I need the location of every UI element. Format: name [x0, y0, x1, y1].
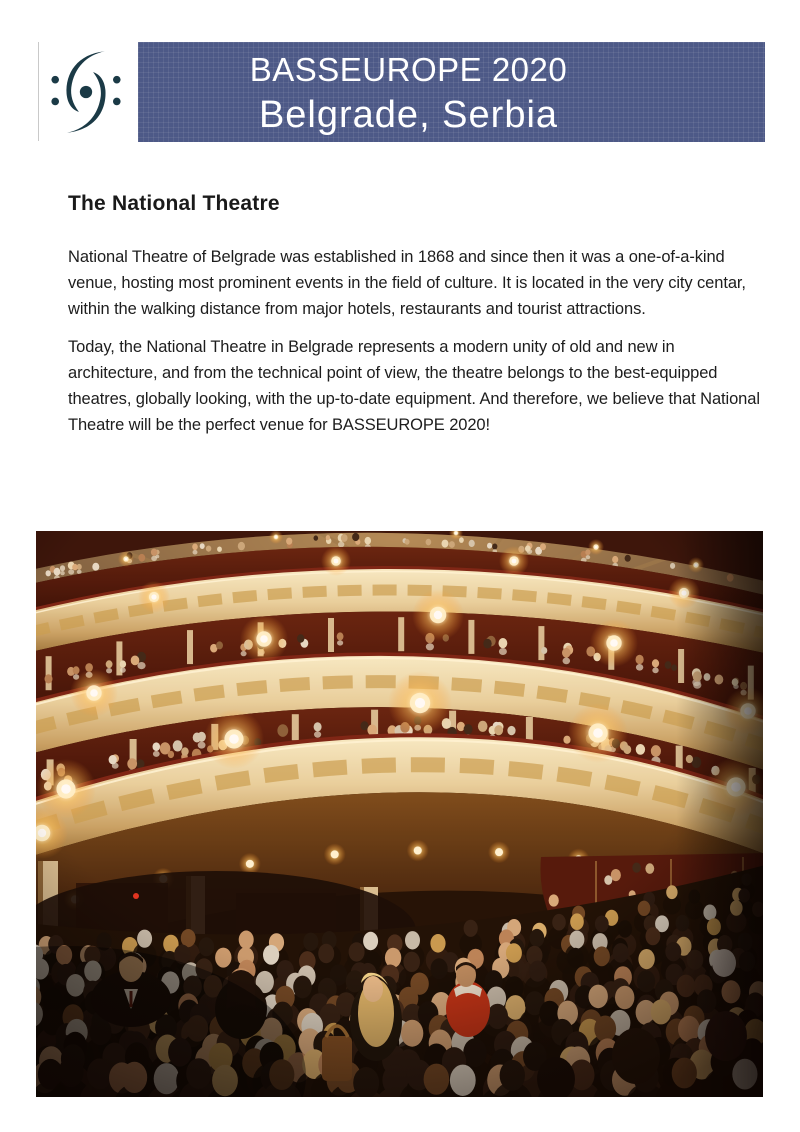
section-heading: The National Theatre [68, 192, 280, 215]
bass-clef-center-dot [80, 86, 92, 98]
left-rule-line [38, 42, 39, 141]
logo-colon-dot [113, 98, 121, 106]
logo-colon-dot [51, 76, 59, 84]
bass-clef-logo [50, 46, 122, 138]
vignette-overlay [36, 531, 763, 1097]
banner-subtitle: Belgrade, Serbia [258, 94, 559, 136]
article-body [68, 244, 762, 450]
header-banner [138, 42, 765, 142]
banner-title: BASSEUROPE 2020 [249, 51, 568, 88]
logo-colon-dot [113, 76, 121, 84]
theatre-auditorium-illustration [36, 531, 763, 1097]
body-paragraph-2: Today, the National Theatre in Belgrade represents a modern unity of old and new in architecture, and from the technical point of view, the theatre belongs to the best-equipped theatres, globally looking, with the up-to-date equipment. And therefore, we believe that National Theatre will be the perfect venue for BASSEUROPE 2020! [68, 338, 760, 434]
logo-colon-dot [51, 98, 59, 106]
theatre-photo [36, 531, 763, 1097]
body-paragraph-1: National Theatre of Belgrade was established in 1868 and since then it was a one-of-a-kind venue, hosting most prominent events in the field of culture. It is located in the very city centar, within the walking distance from major hotels, restaurants and tourist attractions. [68, 248, 746, 318]
